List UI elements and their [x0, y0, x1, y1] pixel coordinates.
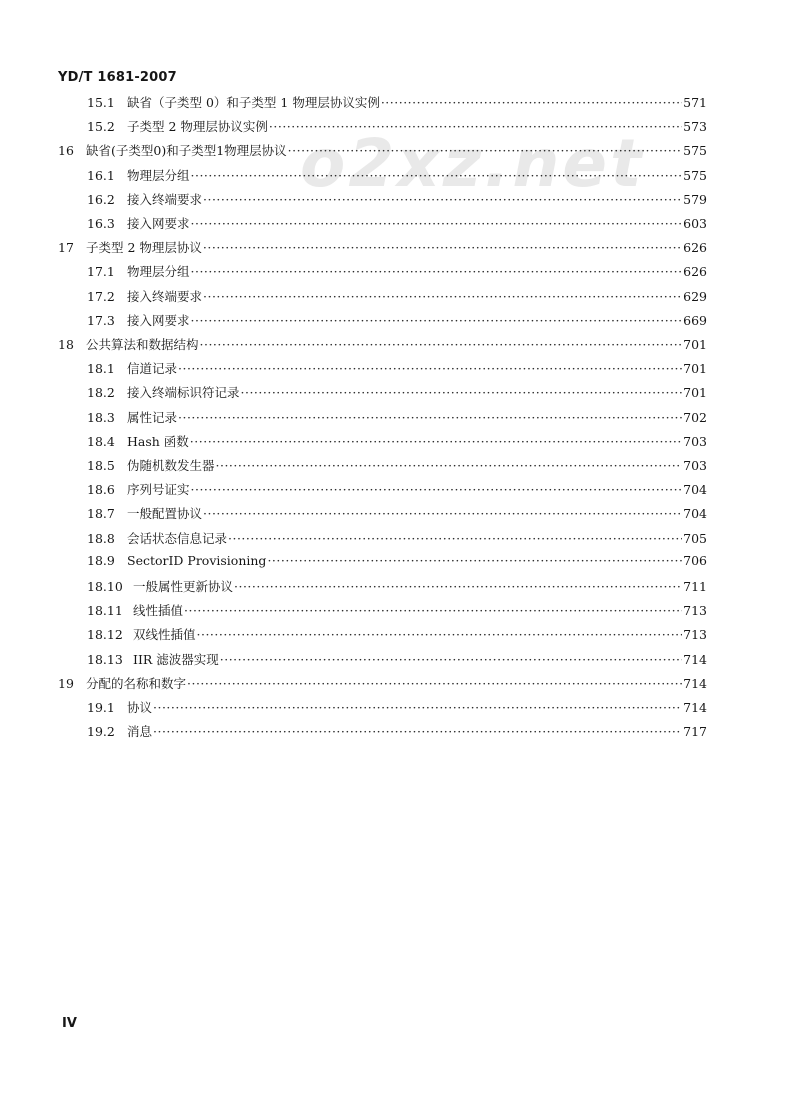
toc-entry-title: 一般属性更新协议: [133, 579, 234, 594]
toc-entry-page: 704: [683, 482, 707, 498]
toc-entry[interactable]: [87, 625, 707, 647]
toc-entry[interactable]: [87, 432, 707, 454]
dot-leader: [220, 652, 682, 667]
page-number: IV: [62, 1016, 77, 1031]
toc-entry-title: 伪随机数发生器: [127, 458, 215, 473]
toc-entry[interactable]: [87, 190, 707, 212]
toc-entry-title: IIR 滤波器实现: [133, 651, 219, 667]
toc-entry-page: 669: [683, 312, 707, 328]
toc-entry[interactable]: [58, 141, 707, 163]
toc-entry-title: 消息: [127, 724, 153, 740]
toc-entry-page: 703: [683, 458, 707, 473]
toc-entry-page: 705: [683, 530, 707, 546]
toc-entry-title: SectorID Provisioning: [127, 552, 267, 568]
toc-entry-page: 706: [683, 552, 707, 568]
dot-leader: [190, 434, 682, 449]
toc-entry-number: 18.3: [87, 409, 115, 425]
dot-leader: [203, 289, 682, 304]
toc-entry-number: 18: [58, 337, 74, 352]
toc-entry[interactable]: [87, 698, 707, 720]
toc-entry-page: 714: [683, 651, 707, 667]
toc-entry-number: 15.1: [87, 95, 115, 110]
toc-entry-page: 701: [683, 337, 707, 352]
toc-entry-title: 物理层分组: [127, 264, 190, 280]
toc-entry-number: 18.4: [87, 433, 115, 449]
toc-entry-page: 571: [683, 95, 707, 110]
toc-entry-number: 16.1: [87, 167, 115, 183]
toc-entry-page: 626: [683, 240, 707, 256]
toc-entry-title: 接入网要求: [127, 216, 190, 231]
dot-leader: [191, 216, 683, 231]
toc-entry-page: 701: [683, 385, 707, 401]
toc-entry-page: 579: [683, 191, 707, 207]
toc-entry-number: 18.8: [87, 530, 115, 546]
toc-entry-title: 一般配置协议: [127, 506, 203, 522]
toc-entry-number: 19: [58, 675, 74, 691]
dot-leader: [288, 143, 682, 158]
toc-entry[interactable]: [58, 238, 707, 260]
toc-entry-page: 626: [683, 264, 707, 280]
toc-entry-title: 接入终端要求: [127, 191, 203, 207]
toc-entry-number: 18.10: [87, 579, 123, 594]
toc-entry-page: 704: [683, 506, 707, 522]
toc-entry-title: 接入网要求: [127, 312, 190, 328]
dot-leader: [267, 553, 682, 568]
toc-entry-number: 18.5: [87, 458, 115, 473]
toc-entry-number: 15.2: [87, 119, 115, 135]
dot-leader: [191, 168, 683, 183]
dot-leader: [203, 506, 682, 521]
toc-entry[interactable]: [87, 480, 707, 502]
toc-entry-page: 701: [683, 361, 707, 377]
dot-leader: [228, 531, 682, 546]
dot-leader: [191, 264, 683, 279]
dot-leader: [200, 337, 683, 352]
toc-entry-number: 19.2: [87, 724, 115, 740]
toc-entry[interactable]: [87, 722, 707, 744]
dot-leader: [178, 410, 682, 425]
toc-entry-number: 19.1: [87, 700, 115, 715]
toc-entry[interactable]: [87, 456, 707, 478]
toc-entry[interactable]: [87, 553, 707, 575]
watermark: o2xz.net: [300, 125, 645, 202]
toc-entry[interactable]: [87, 287, 707, 309]
toc-entry-number: 16: [58, 143, 74, 159]
toc-entry[interactable]: [87, 529, 707, 551]
toc-entry[interactable]: [87, 214, 707, 236]
toc-entry-number: 17.2: [87, 288, 115, 304]
toc-entry-page: 703: [683, 433, 707, 449]
dot-leader: [153, 724, 682, 739]
toc-entry-page: 575: [683, 143, 707, 159]
toc-entry[interactable]: [87, 383, 707, 405]
toc-entry-page: 717: [683, 724, 707, 740]
toc-entry-title: 序列号证实: [127, 482, 190, 498]
toc-entry-title: Hash 函数: [127, 433, 189, 449]
toc-entry-title: 信道记录: [127, 361, 178, 377]
dot-leader: [153, 700, 682, 715]
toc-entry-title: 缺省（子类型 0）和子类型 1 物理层协议实例: [127, 95, 380, 110]
toc-entry-title: 接入终端要求: [127, 288, 203, 304]
toc-entry-number: 18.9: [87, 552, 115, 568]
toc-entry-page: 573: [683, 119, 707, 135]
dot-leader: [187, 676, 682, 691]
toc-entry-title: 子类型 2 物理层协议: [86, 240, 202, 256]
toc-entry-number: 17.3: [87, 312, 115, 328]
toc-entry-title: 线性插值: [133, 603, 184, 619]
toc-entry-number: 17.1: [87, 264, 115, 280]
dot-leader: [241, 385, 683, 400]
dot-leader: [191, 313, 683, 328]
toc-entry[interactable]: [58, 674, 707, 696]
toc-entry-page: 603: [683, 216, 707, 231]
toc-entry-title: 分配的名称和数字: [86, 675, 187, 691]
toc-entry-number: 18.12: [87, 627, 123, 643]
toc-entry-title: 会话状态信息记录: [127, 530, 228, 546]
toc-entry-page: 629: [683, 288, 707, 304]
toc-entry-number: 18.13: [87, 651, 123, 667]
toc-entry-title: 接入终端标识符记录: [127, 385, 240, 401]
dot-leader: [203, 192, 682, 207]
toc-entry-title: 双线性插值: [133, 627, 196, 643]
document-code: YD/T 1681-2007: [58, 70, 177, 85]
dot-leader: [178, 361, 682, 376]
toc-entry-number: 18.1: [87, 361, 115, 377]
toc-entry-number: 18.6: [87, 482, 115, 498]
toc-entry[interactable]: [87, 601, 707, 623]
toc-entry[interactable]: [87, 408, 707, 430]
toc-entry-number: 16.2: [87, 191, 115, 207]
toc-entry-page: 711: [683, 579, 707, 594]
toc-entry[interactable]: [87, 650, 707, 672]
toc-entry-title: 协议: [127, 700, 153, 715]
dot-leader: [381, 95, 682, 110]
dot-leader: [234, 579, 682, 594]
toc-entry-number: 17: [58, 240, 74, 256]
toc-entry[interactable]: [87, 166, 707, 188]
dot-leader: [269, 119, 682, 134]
toc-entry[interactable]: [87, 577, 707, 599]
toc-entry-page: 714: [683, 675, 707, 691]
toc-entry[interactable]: [87, 117, 707, 139]
toc-entry-title: 缺省(子类型0)和子类型1物理层协议: [86, 143, 287, 159]
dot-leader: [197, 627, 683, 642]
toc-entry-title: 属性记录: [127, 409, 178, 425]
toc-entry[interactable]: [87, 359, 707, 381]
toc-entry-page: 713: [683, 627, 707, 643]
toc-entry-title: 物理层分组: [127, 167, 190, 183]
toc-entry[interactable]: [87, 504, 707, 526]
dot-leader: [203, 240, 682, 255]
toc-entry-number: 16.3: [87, 216, 115, 231]
dot-leader: [184, 603, 682, 618]
toc-entry-number: 18.7: [87, 506, 115, 522]
toc-entry-number: 18.2: [87, 385, 115, 401]
toc-entry-page: 714: [683, 700, 707, 715]
toc-entry[interactable]: [87, 311, 707, 333]
toc-entry-title: 公共算法和数据结构: [86, 337, 199, 352]
toc-entry-page: 575: [683, 167, 707, 183]
toc-entry[interactable]: [87, 262, 707, 284]
toc-entry-page: 702: [683, 409, 707, 425]
toc-entry-number: 18.11: [87, 603, 123, 619]
toc-entry[interactable]: [87, 93, 707, 115]
dot-leader: [216, 458, 683, 473]
dot-leader: [191, 482, 683, 497]
toc-entry[interactable]: [58, 335, 707, 357]
toc-entry-title: 子类型 2 物理层协议实例: [127, 119, 268, 135]
toc-entry-page: 713: [683, 603, 707, 619]
